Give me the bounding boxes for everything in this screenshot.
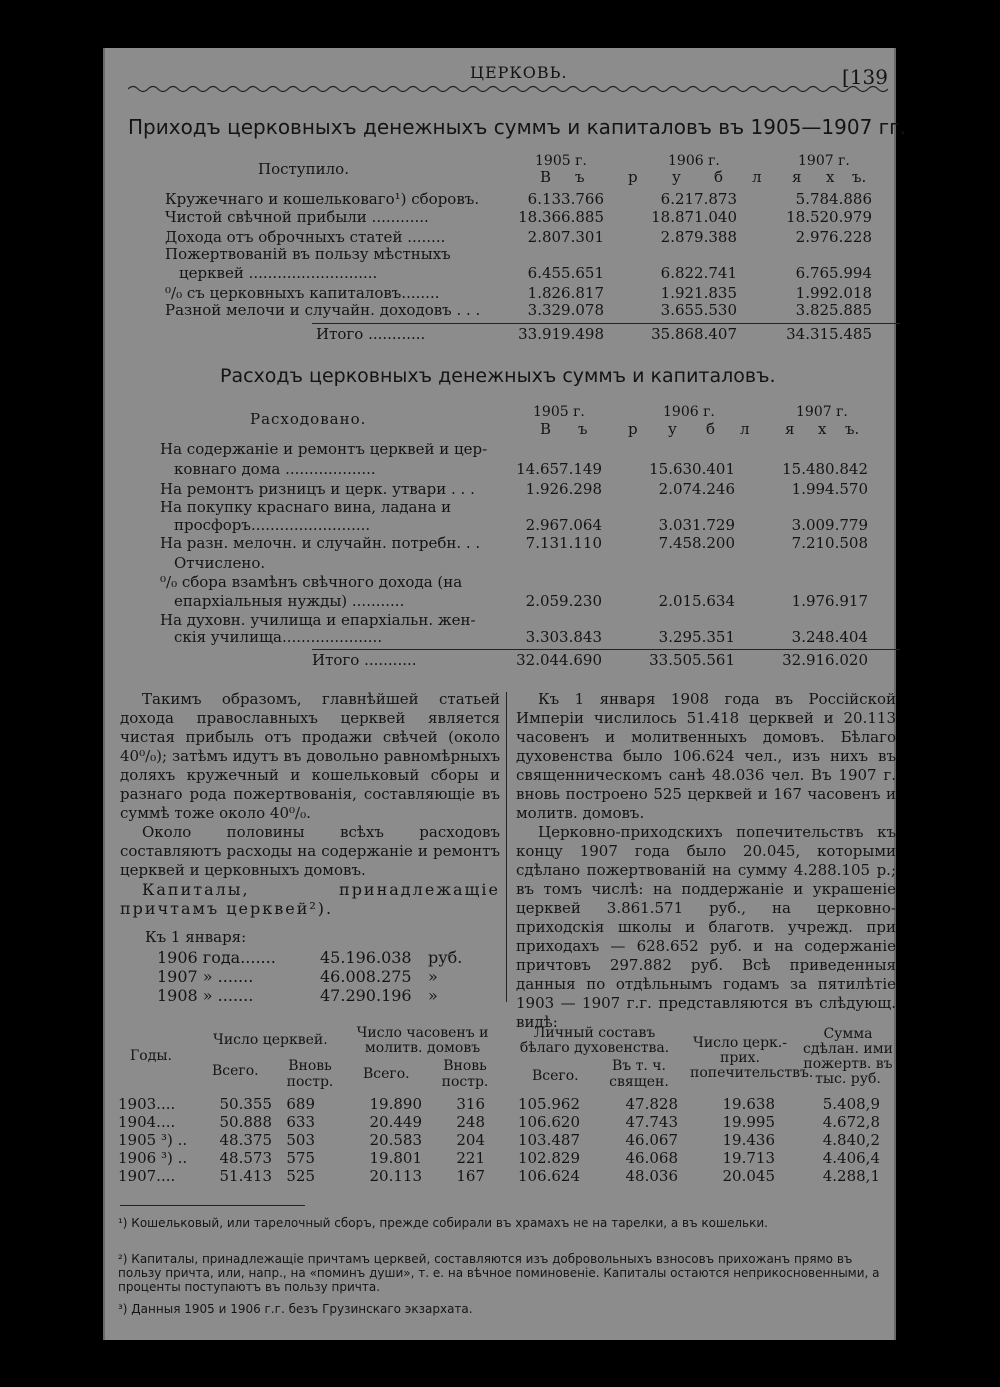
expense-year-1906: 1906 г. [663,404,715,420]
stats-cell: 1905 ³) .. [118,1131,188,1149]
stats-cell: 46.068 [625,1149,678,1167]
income-unit-letter: я [792,168,802,186]
right-paragraph-1: Къ 1 января 1908 года въ Россійской Имперіи числилось 51.418 церквей и 20.113 часовенъ и молитвенныхъ домовъ. Бѣлаго духовенства было 106.624 чел., изъ нихъ въ священническомъ санѣ 48.036 чел. Въ 1907 г. вновь построено 525 церквей и 167 часовенъ и молитв. домовъ. [516,690,896,822]
left-paragraph-2: Около половины всѣхъ расходовъ составляютъ расходы на содержаніе и ремонтъ церквей и церковныхъ домовъ. [120,823,500,879]
expense-year-1907: 1907 г. [796,404,848,420]
stats-cell: 4.672,8 [822,1113,880,1131]
stats-cell: 525 [286,1167,315,1185]
expense-row-value: 3.248.404 [791,628,868,646]
income-unit-letter: В [540,168,552,186]
income-row-value: 3.655.530 [660,301,737,319]
stats-h-chapels-total: Всего. [363,1066,410,1082]
stats-cell: 106.624 [517,1167,580,1185]
stats-cell: 1907.... [118,1167,176,1185]
stats-cell: 20.045 [722,1167,775,1185]
expense-total-rule [312,649,900,650]
stats-cell: 46.067 [625,1131,678,1149]
income-unit-letter: х [826,168,835,186]
income-row-value: 1.921.835 [660,284,737,302]
income-row-value: 2.976.228 [795,228,872,246]
income-unit-letter: у [672,168,681,186]
income-row-value: 1.992.018 [795,284,872,302]
expense-row-value: 3.303.843 [525,628,602,646]
income-total-value: 35.868.407 [651,325,737,343]
stats-cell: 221 [456,1149,485,1167]
expense-row-label: скія училища..................... [174,628,383,646]
expense-row-label: просфоръ......................... [174,516,371,534]
stats-cell: 4.406,4 [822,1149,880,1167]
stats-cell: 19.801 [369,1149,422,1167]
income-row-value: 6.455.651 [527,264,604,282]
stats-cell: 316 [456,1095,485,1113]
stats-cell: 19.638 [722,1095,775,1113]
expense-row-label: ковнаго дома ................... [174,460,376,478]
expense-unit-letter: ъ [578,420,588,438]
expense-unit-letter: б [706,420,716,438]
expense-total-label: Итого ........... [312,651,417,669]
income-row-value: 1.826.817 [527,284,604,302]
expense-row-value: 7.131.110 [525,534,602,552]
stats-cell: 248 [456,1113,485,1131]
income-row-label: Чистой свѣчной прибыли ............ [165,208,429,226]
income-unit-letter: л [752,168,762,186]
income-row-label: Пожертвованій въ пользу мѣстныхъ [165,245,451,263]
stats-h-churches: Число церквей. [213,1032,328,1048]
income-row-value: 5.784.886 [795,190,872,208]
footnote-rule [120,1205,305,1206]
capital-jan-label: Къ 1 января: [145,928,247,946]
expense-row-value: 2.059.230 [525,592,602,610]
expense-row-value: 2.967.064 [525,516,602,534]
expense-row-value: 1.994.570 [791,480,868,498]
expense-row-value: 3.031.729 [658,516,735,534]
capital-year: 1908 » ....... [157,986,254,1005]
stats-h-chapels-new: Вновь постр. [441,1058,489,1090]
expense-unit-letter: л [740,420,750,438]
income-row-value: 18.520.979 [786,208,872,226]
stats-cell: 503 [286,1131,315,1149]
income-total-value: 34.315.485 [786,325,872,343]
capital-sum: 47.290.196 [320,986,412,1005]
capital-year: 1906 года....... [157,948,276,967]
expense-row-label: На содержаніе и ремонтъ церквей и цер- [160,440,488,458]
income-row-value: 18.871.040 [651,208,737,226]
expense-row-label: На разн. мелочн. и случайн. потребн. . . [160,534,481,552]
expense-row-value: 7.458.200 [658,534,735,552]
expense-unit-letter: я [785,420,795,438]
income-unit-letter: ъ [575,168,585,186]
expense-total-value: 32.044.690 [516,651,602,669]
stats-cell: 103.487 [517,1131,580,1149]
income-row-value: 3.825.885 [795,301,872,319]
stats-h-churches-total: Всего. [212,1063,259,1079]
income-unit-letter: р [628,168,638,186]
income-row-value: 3.329.078 [527,301,604,319]
left-column-text [120,690,500,918]
capital-year: 1907 » ....... [157,967,254,986]
income-row-label: Разной мелочи и случайн. доходовъ . . . [165,301,481,319]
column-divider [506,692,507,1002]
expense-title: Расходъ церковныхъ денежныхъ суммъ и капиталовъ. [220,365,776,387]
income-row-label: церквей ........................... [179,264,378,282]
stats-cell: 20.113 [369,1167,422,1185]
stats-h-clergy: Личный составъ бѣлаго духовенства. [519,1025,670,1056]
expense-row-value: 3.295.351 [658,628,735,646]
stats-cell: 50.355 [219,1095,272,1113]
income-year-1905: 1905 г. [535,153,587,169]
stats-cell: 5.408,9 [822,1095,880,1113]
right-paragraph-2: Церковно-приходскихъ попечительствъ къ концу 1907 года было 20.045, которыми сдѣлано пожертвованій на сумму 4.288.105 р.; въ томъ числѣ: на поддержаніе и украшеніе церквей 3.861.571 руб., на церковно-приходскія школы и благотв. учрежд. при приходахъ — 628.652 руб. и на содержаніе причтовъ 297.882 руб. Всѣ приведенныя данныя по отдѣльнымъ годамъ за пятилѣтіе 1903 — 1907 г.г. представляются въ слѣдующ. видѣ: [516,823,896,1031]
stats-cell: 105.962 [517,1095,580,1113]
expense-row-value: 1.976.917 [791,592,868,610]
stats-cell: 47.828 [625,1095,678,1113]
expense-unit-letter: у [668,420,677,438]
expense-year-1905: 1905 г. [533,404,585,420]
capital-unit: » [428,986,438,1005]
stats-cell: 51.413 [219,1167,272,1185]
income-row-value: 6.765.994 [795,264,872,282]
capital-unit: руб. [428,948,463,967]
capital-unit: » [428,967,438,986]
stats-cell: 19.713 [722,1149,775,1167]
expense-row-label: На покупку краснаго вина, ладана и [160,498,452,516]
left-paragraph-3: Капиталы, принадлежащіе причтамъ церквей²). [120,880,500,918]
expense-row-label: На духовн. училища и епархіальн. жен- [160,611,476,629]
expense-total-value: 32.916.020 [782,651,868,669]
right-column-text [516,690,896,1032]
stats-cell: 20.449 [369,1113,422,1131]
expense-total-value: 33.505.561 [649,651,735,669]
capital-sum: 45.196.038 [320,948,412,967]
stats-h-clergy-total: Всего. [532,1068,579,1084]
expense-unit-letter: х [818,420,827,438]
expense-row-value: 14.657.149 [516,460,602,478]
left-paragraph-1: Такимъ образомъ, главнѣйшей статьей дохода православныхъ церквей является чистая прибыль отъ продажи свѣчей (около 40⁰/₀); затѣмъ идутъ въ довольно равномѣрныхъ доляхъ кружечный и кошельковый сборы и разнаго рода пожертвованія, составляющіе въ суммѣ тоже около 40⁰/₀. [120,690,500,822]
expense-row-label: епархіальныя нужды) ........... [174,592,405,610]
income-row-value: 6.217.873 [660,190,737,208]
footnote-3: ³) Данныя 1905 и 1906 г.г. безъ Грузинскаго экзархата. [118,1302,473,1316]
expense-unit-letter: р [628,420,638,438]
income-col-label: Поступило. [258,160,349,178]
expense-row-value: 7.210.508 [791,534,868,552]
stats-h-trust: Число церк.-прих. попечительствъ. [690,1035,814,1081]
footnote-2: ²) Капиталы, принадлежащіе причтамъ церквей, составляются изъ добровольныхъ взносовъ прихожанъ прямо въ пользу причта, или, напр., на «поминъ души», т. е. на вѣчное поминовеніе. Капиталы остаются неприкосновенными, а проценты поступаютъ въ пользу причта. [118,1252,880,1294]
stats-cell: 1903.... [118,1095,176,1113]
expense-unit-letter: ъ. [845,420,860,438]
stats-cell: 50.888 [219,1113,272,1131]
expense-row-value: 15.630.401 [649,460,735,478]
income-row-value: 6.133.766 [527,190,604,208]
income-year-1906: 1906 г. [668,153,720,169]
expense-row-value: 15.480.842 [782,460,868,478]
expense-row-label: ⁰/₀ сбора взамѣнъ свѣчного дохода (на [160,573,463,591]
stats-cell: 4.288,1 [822,1167,880,1185]
expense-col-label: Расходовано. [250,410,367,428]
income-row-label: Дохода отъ оброчныхъ статей ........ [165,228,446,246]
stats-cell: 102.829 [517,1149,580,1167]
stats-cell: 48.573 [219,1149,272,1167]
stats-cell: 633 [286,1113,315,1131]
stats-cell: 204 [456,1131,485,1149]
income-row-value: 18.366.885 [518,208,604,226]
expense-row-value: 3.009.779 [791,516,868,534]
stats-cell: 167 [456,1167,485,1185]
expense-row-value: 1.926.298 [525,480,602,498]
wavy-rule [128,82,888,96]
stats-h-priests: Въ т. ч. священ. [609,1058,669,1090]
income-total-value: 33.919.498 [518,325,604,343]
stats-cell: 20.583 [369,1131,422,1149]
income-total-rule [312,323,900,324]
stats-cell: 19.436 [722,1131,775,1149]
stats-cell: 689 [286,1095,315,1113]
expense-row-value: 2.015.634 [658,592,735,610]
stats-cell: 575 [286,1149,315,1167]
income-total-label: Итого ............ [316,325,426,343]
stats-h-churches-new: Вновь постр. [286,1058,334,1090]
stats-cell: 106.620 [517,1113,580,1131]
income-unit-letter: ъ. [852,168,867,186]
stats-cell: 1906 ³) .. [118,1149,188,1167]
stats-cell: 1904.... [118,1113,176,1131]
income-title: Приходъ церковныхъ денежныхъ суммъ и капиталовъ въ 1905—1907 гг. [128,115,907,139]
expense-row-label: На ремонтъ ризницъ и церк. утвари . . . [160,480,475,498]
stats-h-years: Годы. [130,1048,172,1064]
capital-sum: 46.008.275 [320,967,412,986]
stats-cell: 4.840,2 [822,1131,880,1149]
stats-cell: 48.036 [625,1167,678,1185]
expense-row-value: 2.074.246 [658,480,735,498]
expense-row-label: Отчислено. [174,554,266,572]
income-row-label: Кружечнаго и кошельковаго¹) сборовъ. [165,190,480,208]
income-row-value: 2.807.301 [527,228,604,246]
page-number: [139 [842,65,888,89]
running-title: ЦЕРКОВЬ. [470,63,568,82]
income-row-value: 2.879.388 [660,228,737,246]
stats-cell: 19.890 [369,1095,422,1113]
income-row-label: ⁰/₀ съ церковныхъ капиталовъ........ [165,284,440,302]
footnote-1: ¹) Кошельковый, или тарелочный сборъ, прежде собирали въ храмахъ не на тарелки, а въ кошельки. [118,1216,768,1230]
income-year-1907: 1907 г. [798,153,850,169]
expense-unit-letter: В [540,420,552,438]
stats-h-sum: Сумма сдѣлан. ими пожертв. въ тыс. руб. [803,1026,893,1087]
stats-h-chapels: Число часовенъ и молитв. домовъ [356,1025,489,1056]
income-unit-letter: б [714,168,724,186]
stats-cell: 47.743 [625,1113,678,1131]
stats-cell: 19.995 [722,1113,775,1131]
stats-cell: 48.375 [219,1131,272,1149]
income-row-value: 6.822.741 [660,264,737,282]
